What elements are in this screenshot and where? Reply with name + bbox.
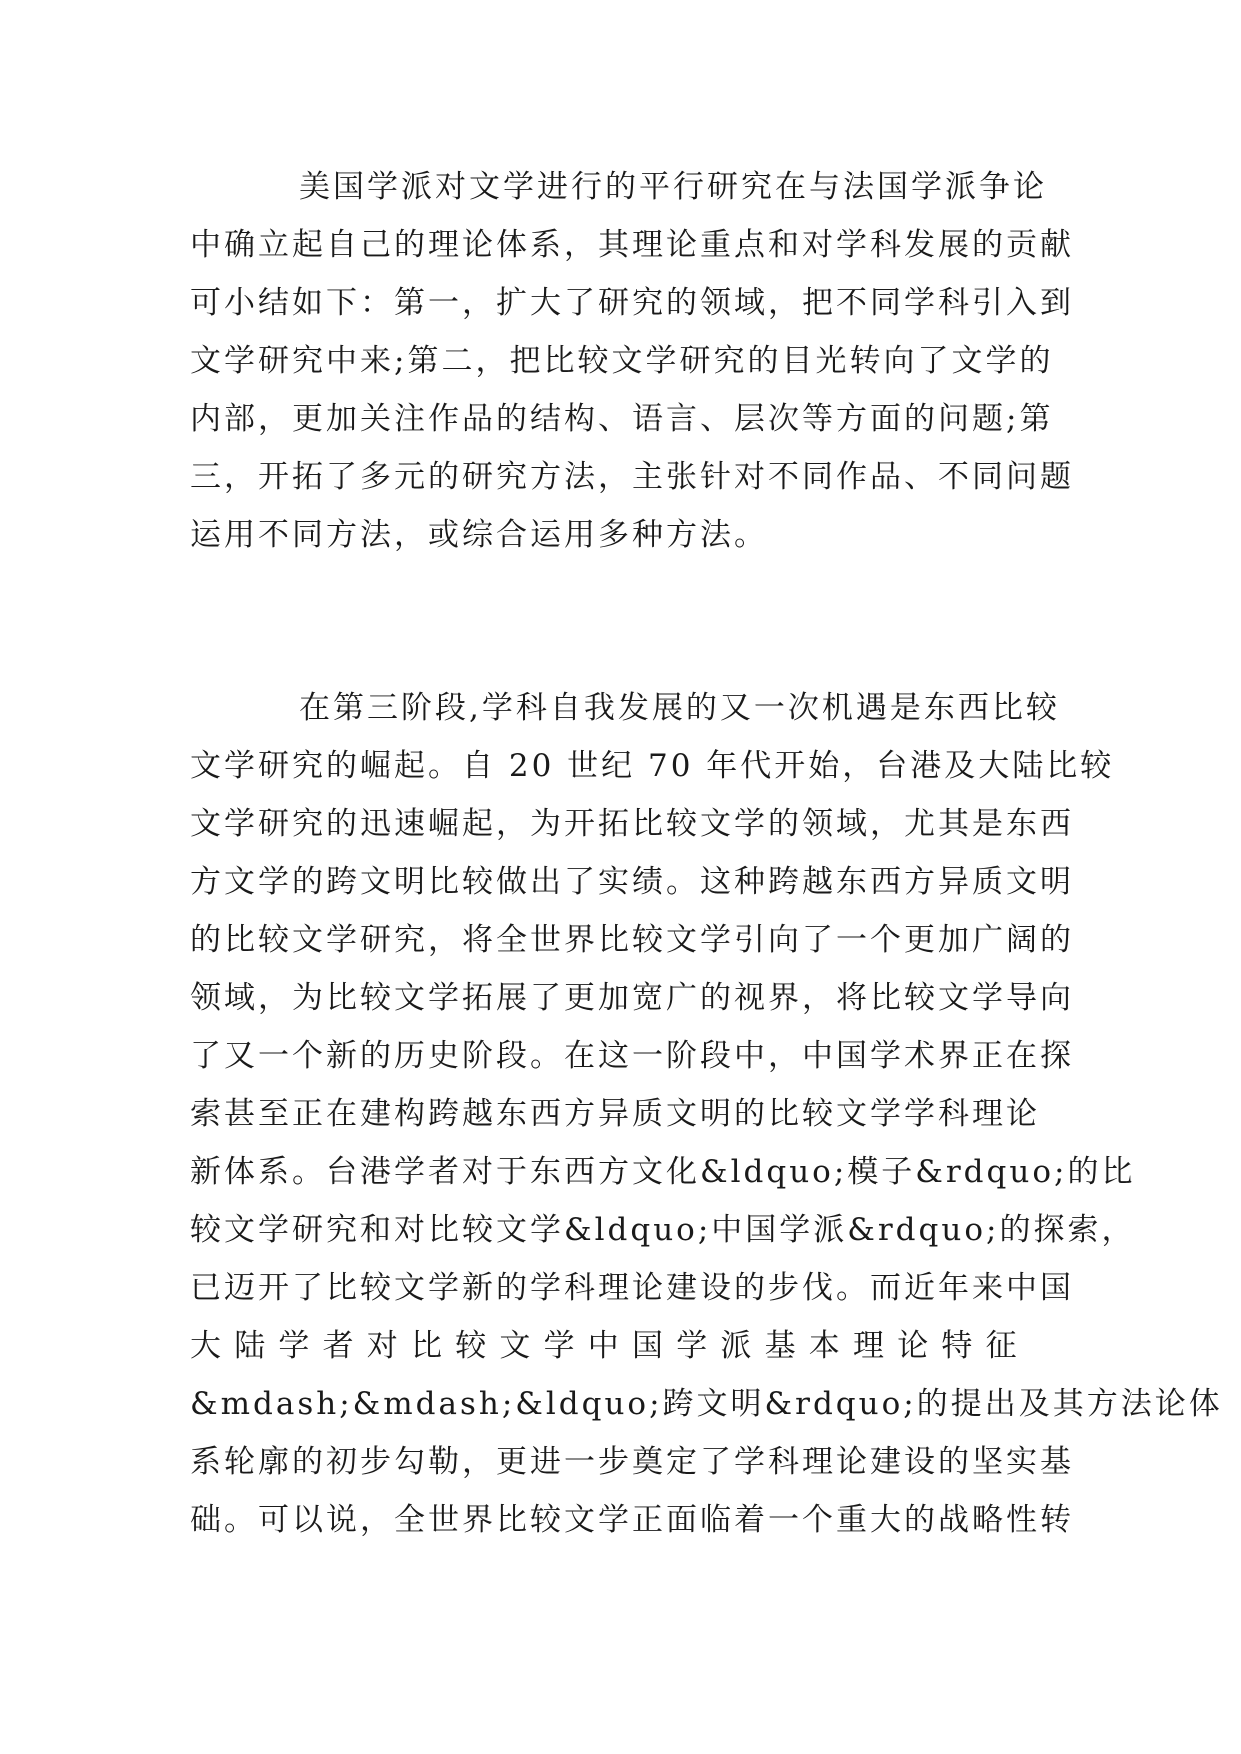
- text-line: 美国学派对文学进行的平行研究在与法国学派争论: [299, 169, 1047, 205]
- text-line: 文学研究的迅速崛起，为开拓比较文学的领域，尤其是东西: [190, 806, 1074, 842]
- text-line: 在第三阶段,学科自我发展的又一次机遇是东西比较: [299, 690, 1060, 726]
- text-line: 础。可以说，全世界比较文学正面临着一个重大的战略性转: [190, 1502, 1074, 1538]
- text-line: 内部，更加关注作品的结构、语言、层次等方面的问题;第: [190, 401, 1054, 437]
- text-line: 方文学的跨文明比较做出了实绩。这种跨越东西方异质文明: [190, 864, 1074, 900]
- text-line: 系轮廓的初步勾勒，更进一步奠定了学科理论建设的坚实基: [190, 1444, 1074, 1480]
- text-line: 了又一个新的历史阶段。在这一阶段中，中国学术界正在探: [190, 1038, 1074, 1074]
- text-line: 较文学研究和对比较文学&ldquo;中国学派&rdquo;的探索，: [190, 1212, 1136, 1248]
- text-line: 中确立起自己的理论体系，其理论重点和对学科发展的贡献: [190, 227, 1074, 263]
- text-line: &mdash;&mdash;&ldquo;跨文明&rdquo;的提出及其方法论体: [190, 1386, 1223, 1422]
- text-line: 可小结如下：第一，扩大了研究的领域，把不同学科引入到: [190, 285, 1074, 321]
- text-line: 三，开拓了多元的研究方法，主张针对不同作品、不同问题: [190, 459, 1074, 495]
- text-line: 文学研究中来;第二，把比较文学研究的目光转向了文学的: [190, 343, 1054, 379]
- text-line: 大陆学者对比较文学中国学派基本理论特征: [190, 1328, 1030, 1364]
- text-line: 文学研究的崛起。自 20 世纪 70 年代开始，台港及大陆比较: [190, 748, 1115, 784]
- text-line: 已迈开了比较文学新的学科理论建设的步伐。而近年来中国: [190, 1270, 1074, 1306]
- paragraph-third-stage: [190, 679, 1223, 1549]
- text-line: 运用不同方法，或综合运用多种方法。: [190, 517, 768, 553]
- text-line: 的比较文学研究，将全世界比较文学引向了一个更加广阔的: [190, 922, 1074, 958]
- text-line: 领域，为比较文学拓展了更加宽广的视界，将比较文学导向: [190, 980, 1074, 1016]
- text-line: 索甚至正在建构跨越东西方异质文明的比较文学学科理论: [190, 1096, 1040, 1132]
- text-line: 新体系。台港学者对于东西方文化&ldquo;模子&rdquo;的比: [190, 1154, 1136, 1190]
- paragraph-american-school: [190, 158, 1074, 564]
